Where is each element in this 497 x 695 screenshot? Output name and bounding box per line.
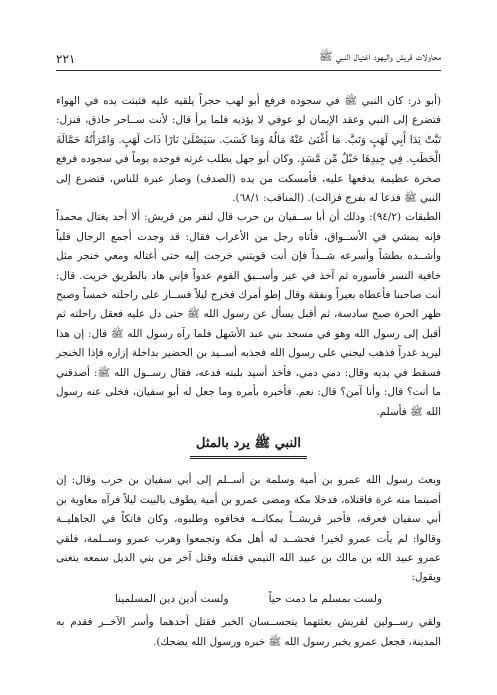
header-divider [56,70,441,71]
section-heading-wrap [56,434,441,459]
page-header [56,44,441,66]
paragraph-amr-ibn-umayya: وبعث رسول الله عمرو بن أمية وسلمة بن أســلم إلى أبي سفيان بن حرب وقال: إن أصبتما منه غرة فاقتلاه، فدخلا مكة ومضى عمرو بن أمية يطوف بالبيت ليلاً فرآه معاوية بن أبي سفيان فعرفه، فأخبر قريشــاً بمكانــه فخافوه وطلبوه، وكان فاتكاً في الجاهليــة وقالوا: لم يأت عمرو لخير! فحشــد له أهل مكة وتجمعوا وهرب عمرو وســلمة، فلقي عمرو عبيد الله بن مالك بن عبيد الله التيمي فقتله وقتل آخر من بني الديل سمعه يتغنى ويقول: [56,474,441,584]
page-body [56,92,441,652]
poem-verse [56,590,441,609]
running-title: محاولات قريش واليهود اغتيال النبي ﷺ [319,50,441,63]
paragraph-tabaqat: الطبقات (٩٤/٢): وذلك أن أبا ســفيان بن حرب قال لنفر من قريش: ألا أحد يغتال محمداً فإنه يمشي في الأســواق، فأتاه رجل من الأعراب فقال: قد وجدت أجمع الرجال قلباً وأشــده بطشاً وأسرعه شــداً فإن أنت قويتني خرجت إليه حتى أغتاله ومعي خنجر مثل خافية النسر فأسوره ثم آخذ في عير وأســبق القوم عدواً فإني هاد بالطريق خريت. قال: أنت صاحبنا فأعطاه بعيراً ونفقة وقال إطو أمرك فخرج ليلاً فســار على راحلته خمساً وصبح ظهر الحرة صبح سادسة، ثم أقبل يسأل عن رسول الله ﷺ حتى دل عليه فعقل راحلته ثم أقبل إلى رسول الله وهو في مسجد بني عبد الأشهل فلما رآه رسول الله ﷺ قال: إن هذا ليريد غدراً فذهب ليجني على رسول الله فجذبه أســيد بن الحضير بداخلة إزاره فإذا الخنجر فسقط في يديه وقال: دمي دمي، فأخذ أسيد بلبته فدعه، فقال رســول الله ﷺ: أصدقني ما أنت؟ قال: وأنا آمن؟ قال: نعم. فأخبره بأمره وما جعل له أبو سفيان، فخلى عنه رسول الله ﷺ فأسلم. [56,211,441,418]
verse-first-hemistich: ولست بمسلم ما دمت حياً [268,592,383,605]
verse-second-hemistich: ولست أدين دين المسلمينا [114,592,229,605]
page-number: ٢٢١ [56,52,76,66]
section-heading: النبي ﷺ يرد بالمثل [190,434,307,459]
paragraph-closing: ولقي رســولين لقريش بعثتهما يتجســسان الخبر فقتل أحدهما وأسر الآخــر فقدم به المدينة، فجعل عمرو يخبر رسول الله ﷺ خبره ورسول الله يضحك). [56,616,441,648]
paragraph-abu-dhar: (أبو ذر: كان النبي ﷺ في سجوده فرفع أبو لهب حجراً يلقيه عليه فثبتت يده في الهواء فتضرع إلى النبي وعقد الإيمان لو عوفي لا يؤذيه فلما برأ قال: لأنت ســاحر حاذق، فنزل: تَبَّتْ يَدَا أَبِي لَهَبٍ وَتَبَّ. مَا أَغْنَىٰ عَنْهُ مَالُهُ وَمَا كَسَبَ. سَيَصْلَىٰ نَارًا ذَاتَ لَهَبٍ. وَامْرَأَتُهُ حَمَّالَةَ الْحَطَبِ. فِي جِيدِهَا حَبْلٌ مِّن مَّسَدٍ. وكان أبو جهل يطلب غرته فوجده يوماً في سجوده فرفع صخرة عظيمة يدفعها عليه، فأمسكت من يده (الصدف) وصار عبرة للناس، فتضرع إلى النبي ﷺ فدعا له بفرج فزالت). (المناقب: ٦٨/١). [56,95,441,205]
